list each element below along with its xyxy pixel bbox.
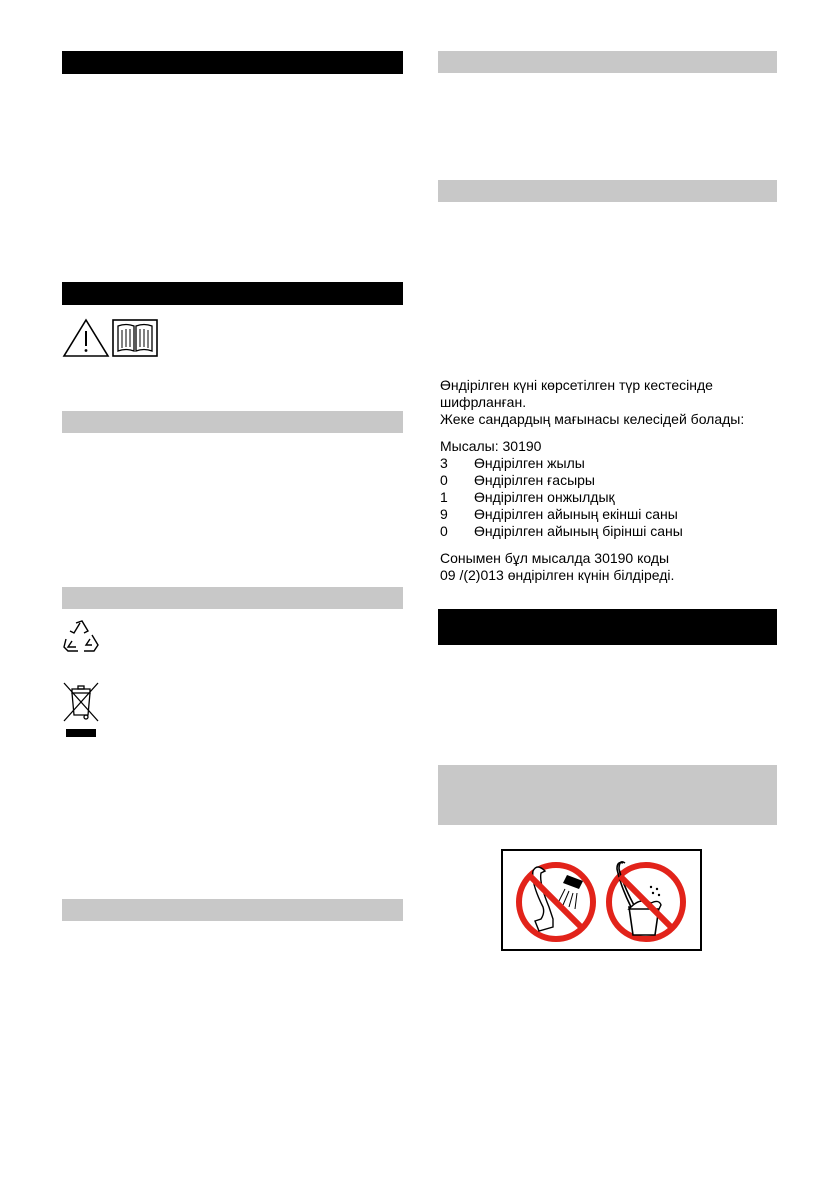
- digit-number: 0: [440, 523, 448, 539]
- digit-description: Өндірілген онжылдық: [474, 489, 615, 505]
- digit-number: 0: [440, 472, 448, 488]
- date-code-intro-line-1: Өндірілген күні көрсетілген түр кестесінде: [440, 377, 713, 393]
- section-header-bar-6: [438, 51, 777, 73]
- digit-number: 1: [440, 489, 448, 505]
- digit-number: 3: [440, 455, 448, 471]
- date-code-digit-row: [440, 455, 780, 472]
- warning-triangle-icon: [62, 318, 110, 358]
- date-code-example: Мысалы: 30190: [440, 438, 542, 454]
- section-header-bar-4: [62, 587, 403, 609]
- prohibition-pictograms-panel: [501, 849, 702, 951]
- recycling-icon: [62, 619, 102, 655]
- date-code-digit-row: [440, 472, 780, 489]
- section-header-bar-8: [438, 609, 777, 645]
- section-header-bar-5: [62, 899, 403, 921]
- section-header-bar-2: [62, 282, 403, 305]
- read-manual-book-icon: [112, 318, 158, 358]
- digit-description: Өндірілген айының бірінші саны: [474, 523, 683, 539]
- crossed-out-wheelie-bin-icon: [62, 681, 100, 739]
- date-code-intro-line-3: Жеке сандардың мағынасы келесідей болады:: [440, 411, 745, 427]
- date-code-digit-row: [440, 523, 780, 540]
- digit-description: Өндірілген жылы: [474, 455, 585, 471]
- section-header-bar-3: [62, 411, 403, 433]
- date-code-digit-row: [440, 506, 780, 523]
- section-header-bar-7: [438, 180, 777, 202]
- digit-number: 9: [440, 506, 448, 522]
- date-code-digit-row: [440, 489, 780, 506]
- date-code-summary-line-1: Сонымен бұл мысалда 30190 коды: [440, 550, 670, 566]
- date-code-summary-line-2: 09 /(2)013 өндірілген күнін білдіреді.: [440, 567, 675, 583]
- date-code-explanation: [440, 377, 780, 584]
- digit-description: Өндірілген айының екінші саны: [474, 506, 678, 522]
- section-header-bar-9: [438, 765, 777, 825]
- date-code-intro-line-2: шифрланған.: [440, 394, 527, 410]
- section-header-bar-1: [62, 51, 403, 74]
- digit-description: Өндірілген ғасыры: [474, 472, 595, 488]
